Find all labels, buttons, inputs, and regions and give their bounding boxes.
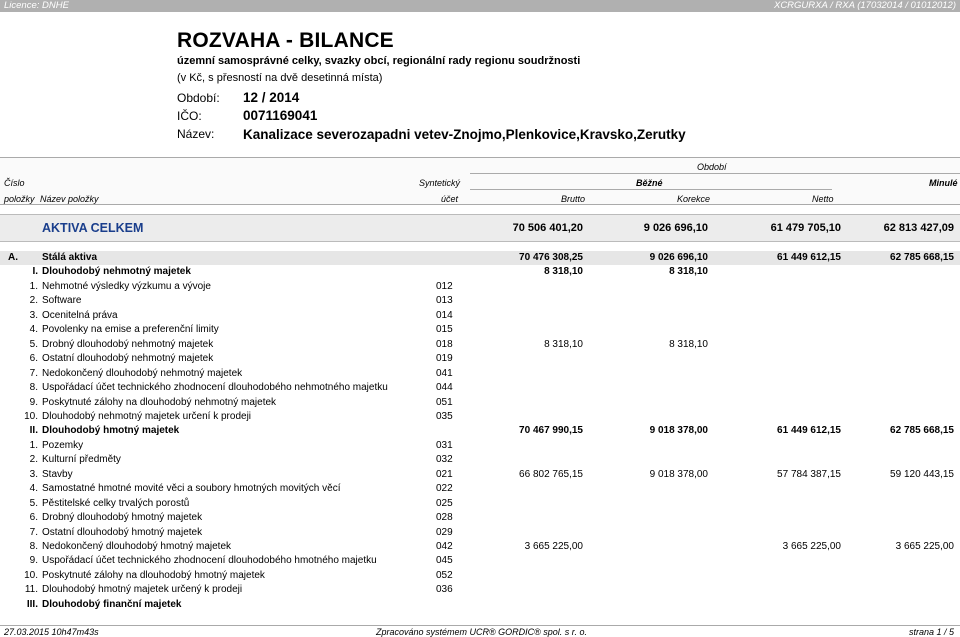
row-name: Nedokončený dlouhodobý hmotný majetek [42,541,232,552]
ico-value: 0071169041 [243,108,318,123]
row-number: 6. [29,353,38,365]
row-number: 5. [29,338,38,350]
row-minule: 59 120 443,15 [890,468,954,480]
licence-text: Licence: DNHE [4,0,69,11]
row-number: 9. [29,555,38,567]
row-account: 028 [436,512,453,524]
period-label: Období: [177,91,220,105]
row-account: 044 [436,382,453,394]
row-account: 051 [436,396,453,408]
footer-system: Zpracováno systémem UCR® GORDIC® spol. s r. o. [376,627,587,637]
row-brutto: 66 802 765,15 [519,468,583,480]
row-name: Stálá aktiva [42,252,98,263]
row-brutto: 8 318,10 [544,266,583,278]
row-name: Pozemky [42,439,84,451]
row-minule: 3 665 225,00 [895,541,954,552]
row-brutto: 8 318,10 [544,338,583,350]
row-korekce: 9 018 378,00 [649,425,708,437]
row-brutto: 70 476 308,25 [519,252,583,263]
col-obdobi: Období [697,162,727,172]
row-account: 052 [436,569,453,581]
row-korekce: 9 026 696,10 [649,252,708,263]
row-number: 10. [24,410,38,422]
unit-note: (v Kč, s přesností na dvě desetinná místa) [177,72,383,84]
row-netto: 61 449 612,15 [777,425,841,437]
row-brutto: 3 665 225,00 [524,541,583,552]
table-row [0,583,960,597]
table-row [0,280,960,294]
period-value: 12 / 2014 [243,90,300,105]
row-name: Software [42,295,82,307]
row-account: 045 [436,555,453,567]
table-row [0,338,960,352]
col-brutto: Brutto [561,194,586,204]
row-name: Dlouhodobý hmotný majetek určený k prodeji [42,584,243,596]
total-brutto: 70 506 401,20 [512,222,583,234]
row-number: 6. [29,512,38,524]
table-row [0,439,960,453]
col-ucet: účet [441,194,459,204]
col-polozky: položky [4,194,35,204]
row-number: 2. [29,454,38,466]
row-name: Samostatné hmotné movité věci a soubory hmotných movitých věcí [42,483,341,495]
row-number: 9. [29,396,38,408]
row-account: 018 [436,338,453,350]
row-name: Poskytnuté zálohy na dlouhodobý hmotný majetek [42,569,265,581]
col-minule: Minulé [929,178,958,188]
row-name: Dlouhodobý hmotný majetek [42,425,180,437]
name-value: Kanalizace severozapadni vetev-Znojmo,Plenkovice,Kravsko,Zerutky [243,127,686,142]
row-account: 022 [436,483,453,495]
row-account: 032 [436,454,453,466]
report-subtitle: územní samosprávné celky, svazky obcí, regionální rady regionu soudržnosti [177,55,581,67]
row-number: 4. [29,483,38,495]
table-row [0,511,960,525]
row-account: 029 [436,526,453,538]
row-account: 013 [436,295,453,307]
row-number: 3. [29,468,38,480]
row-minule: 62 785 668,15 [890,425,954,437]
footer-page: strana 1 / 5 [908,627,954,637]
row-number: 7. [29,367,38,379]
row-name: Kulturní předměty [42,454,121,466]
table-row [0,453,960,467]
row-account: 012 [436,280,453,292]
row-name: Dlouhodobý nehmotný majetek určení k prodeji [42,410,252,422]
row-name: Povolenky na emise a preferenční limity [42,324,219,336]
table-row [0,569,960,583]
row-netto: 3 665 225,00 [782,541,841,552]
row-number: 1. [29,439,38,451]
top-bar [0,0,960,12]
row-account: 031 [436,439,453,451]
row-number: 8. [29,541,38,552]
row-korekce: 8 318,10 [669,266,708,278]
row-name: Nehmotné výsledky výzkumu a vývoje [42,280,211,292]
row-minule: 62 785 668,15 [890,252,954,263]
row-number: 10. [24,569,38,581]
row-account: 041 [436,367,453,379]
total-name: AKTIVA CELKEM [42,221,144,235]
table-row [0,554,960,568]
row-name: Uspořádací účet technického zhodnocení dlouhodobého hmotného majetku [42,555,377,567]
row-number: 11. [24,584,38,596]
row-number: A. [8,252,18,263]
row-netto: 57 784 387,15 [777,468,841,480]
table-row [0,294,960,308]
row-account: 014 [436,309,453,321]
table-row [0,598,960,612]
table-row [0,265,960,279]
row-korekce: 8 318,10 [669,338,708,350]
table-row [0,468,960,482]
table-row [0,251,960,265]
row-account: 035 [436,410,453,422]
table-row [0,309,960,323]
table-row [0,497,960,511]
col-bezne: Běžné [636,178,663,188]
col-nazev: Název položky [40,194,99,204]
report-code: XCRGURXA / RXA (17032014 / 01012012) [773,0,956,11]
row-account: 019 [436,353,453,365]
row-number: II. [29,425,38,437]
row-netto: 61 449 612,15 [777,252,841,263]
row-name: Drobný dlouhodobý hmotný majetek [42,512,203,524]
table-row [0,526,960,540]
row-name: Uspořádací účet technického zhodnocení dlouhodobého nehmotného majetku [42,382,388,394]
row-number: 8. [29,382,38,394]
name-label: Název: [177,127,215,141]
table-row [0,381,960,395]
row-name: Poskytnuté zálohy na dlouhodobý nehmotný majetek [42,396,277,408]
row-name: Ocenitelná práva [42,309,118,321]
table-row [0,352,960,366]
row-name: Dlouhodobý nehmotný majetek [42,266,191,278]
row-name: Ostatní dlouhodobý hmotný majetek [42,526,203,538]
row-name: Dlouhodobý finanční majetek [42,598,182,610]
row-account: 015 [436,324,453,336]
row-brutto: 70 467 990,15 [519,425,583,437]
table-row [0,410,960,424]
row-name: Pěstitelské celky trvalých porostů [42,497,190,509]
table-row [0,482,960,496]
footer [0,625,960,637]
total-netto: 61 479 705,10 [770,222,841,234]
col-netto: Netto [812,194,834,204]
table-row [0,396,960,410]
row-number: I. [32,266,38,278]
total-row [0,214,960,242]
row-number: 3. [29,309,38,321]
row-name: Stavby [42,468,73,480]
table-row [0,424,960,438]
row-account: 036 [436,584,453,596]
row-name: Ostatní dlouhodobý nehmotný majetek [42,353,214,365]
table-row [0,367,960,381]
row-number: 7. [29,526,38,538]
row-number: 1. [29,280,38,292]
col-korekce: Korekce [677,194,711,204]
row-account: 025 [436,497,453,509]
col-synteticky: Syntetický [419,178,461,188]
row-number: 2. [29,295,38,307]
row-number: 5. [29,497,38,509]
total-korekce: 9 026 696,10 [643,222,708,234]
table-row [0,540,960,554]
row-number: 4. [29,324,38,336]
ico-label: IČO: [177,109,202,123]
row-number: III. [26,598,38,610]
row-korekce: 9 018 378,00 [649,468,708,480]
row-account: 021 [436,468,453,480]
row-name: Nedokončený dlouhodobý nehmotný majetek [42,367,243,379]
col-cislo: Číslo [4,178,25,188]
row-name: Drobný dlouhodobý nehmotný majetek [42,338,214,350]
column-header [0,157,960,205]
footer-timestamp: 27.03.2015 10h47m43s [4,627,99,637]
report-title: ROZVAHA - BILANCE [177,29,394,52]
row-account: 042 [436,541,453,552]
total-minule: 62 813 427,09 [883,222,954,234]
table-row [0,323,960,337]
